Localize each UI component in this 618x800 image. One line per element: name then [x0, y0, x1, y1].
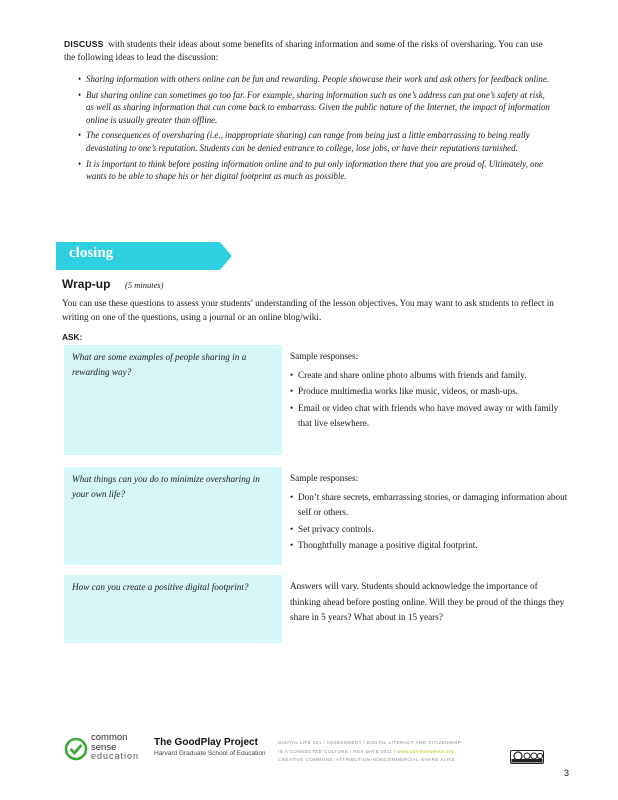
discussion-point: • The consequences of oversharing (i.e., inappropriate sharing) can range from being just a little embarrassing to being really devastating to one’s reputation. Students can be denied entrance to college, lose jobs, or have their reputations tarnished.	[78, 130, 530, 153]
question-text: What things can you do to minimize oversharing in your own life?	[72, 474, 260, 499]
answer-head: Answers will vary. Students should acknowledge the importance of thinking ahead before posting online. Will they be proud of the things they share in 5 years? What about in 15 years?	[290, 581, 565, 622]
question-box	[64, 467, 282, 565]
footer-url-link[interactable]: www.commonsense.org	[397, 748, 454, 754]
footer-fineprint	[278, 739, 498, 765]
closing-section-banner	[56, 242, 232, 270]
answer-block	[290, 471, 570, 555]
goodplay-subtitle: Harvard Graduate School of Education	[154, 750, 266, 757]
discussion-point: • Sharing information with others online can be fun and rewarding. People showcase their work and ask others for feedback online.	[78, 74, 550, 84]
answer-block	[290, 579, 570, 629]
ask-label: ASK:	[62, 332, 83, 342]
fineprint-line: IN A CONNECTED CULTURE / REV DATE 2011 / www.commonsense.org	[278, 748, 454, 754]
logo-line-common: common	[91, 732, 128, 743]
answer-block	[290, 349, 570, 433]
logo-line-education: education	[91, 751, 140, 761]
creative-commons-badge-icon	[510, 750, 544, 764]
discuss-text: with students their ideas about some benefits of sharing information and some of the risks of oversharing. You can use the following ideas to lead the discussion:	[64, 39, 543, 62]
wrapup-description: You can use these questions to assess your students’ understanding of the lesson objectives. You may want to ask students to reflect in writing on one of the questions, using a journal or an online blog/wiki.	[62, 298, 554, 322]
question-text: How can you create a positive digital footprint?	[72, 582, 249, 592]
discussion-point: • It is important to think before posting information online and to put only information there that you are proud of. Ultimately, one wants to be able to shape his or her digital footprint as much as possible.	[78, 158, 543, 182]
logo-line-sense: sense	[91, 741, 117, 753]
page-number: 3	[564, 768, 570, 778]
answer-head: Sample responses:	[290, 351, 359, 361]
question-box	[64, 575, 282, 643]
goodplay-title: The GoodPlay Project	[154, 737, 258, 748]
question-text: What are some examples of people sharing in a rewarding way?	[72, 352, 247, 377]
answer-item: • Email or video chat with friends who have moved away or with family that live elsewhere.	[290, 402, 559, 428]
wrapup-title: Wrap-up	[62, 277, 111, 291]
checkmark-circle-icon	[64, 737, 88, 761]
common-sense-logo	[64, 733, 148, 769]
discuss-lead: DISCUSS	[64, 39, 104, 49]
answer-item: • Create and share online photo albums with friends and family.	[290, 369, 527, 380]
fineprint-line: CREATIVE COMMONS: ATTRIBUTION-NONCOMMERCIAL-SHARE ALIKE	[278, 757, 456, 762]
answer-item: • Set privacy controls.	[290, 523, 374, 534]
wrapup-time: (5 minutes)	[125, 280, 164, 290]
question-box	[64, 345, 282, 455]
discussion-point: • But sharing online can sometimes go too far. For example, sharing information such as one’s address can put one’s safety at risk, as well as sharing information that can come back to embarrass. Given the public nature of the Internet, the impact of information online is usually greater than offline.	[78, 89, 550, 125]
discussion-points	[78, 73, 552, 186]
discuss-intro	[64, 38, 552, 64]
answer-item: • Thoughtfully manage a positive digital footprint.	[290, 540, 478, 550]
section-label: closing	[69, 245, 114, 261]
answer-head: Sample responses:	[290, 473, 359, 483]
fineprint-line: DIGITAL LIFE 101 / ASSESSMENT / DIGITAL LITERACY AND CITIZENSHIP	[278, 740, 462, 745]
answer-item: • Don’t share secrets, embarrassing stories, or damaging information about self or others.	[290, 491, 568, 517]
answer-item: • Produce multimedia works like music, videos, or mash-ups.	[290, 386, 518, 396]
